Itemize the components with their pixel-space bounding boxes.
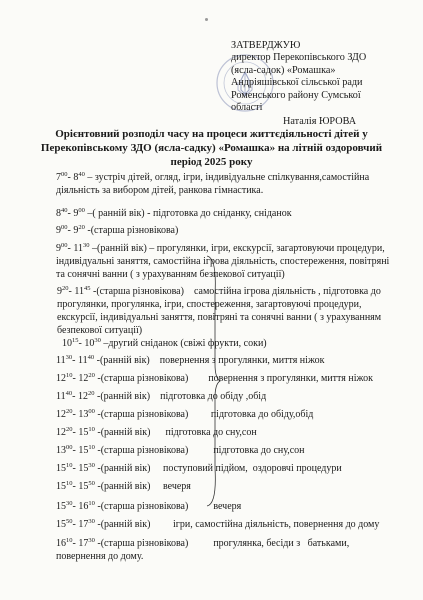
separator: - — [94, 481, 101, 492]
start-hour: 11 — [56, 391, 66, 402]
activity-text: (старша різновікова) прогулянка, бесіди з батьками, повернення до дому. — [56, 538, 352, 562]
activity-text: ( ранній вік) - підготовка до сніданку, сніданок — [92, 208, 292, 219]
start-hour: 12 — [56, 427, 66, 438]
separator: – — [100, 338, 109, 349]
end-minutes: 20 — [78, 224, 85, 231]
separator: – — [84, 208, 93, 219]
approval-line: Андріяшівської сільської ради — [231, 77, 363, 89]
start-hour: 15 — [56, 519, 66, 530]
end-hour: 15 — [78, 463, 89, 474]
start-minutes: 10 — [66, 537, 73, 544]
time-dash: - — [72, 463, 79, 474]
schedule-item — [56, 224, 178, 237]
activity-text: (старша різновікова) підготовка до сну,сон — [100, 445, 305, 456]
title-line: Перекопівському ЗДО (ясла-садку) «Ромашка» на літній оздоровчий — [40, 142, 383, 154]
separator: - — [84, 225, 91, 236]
schedule-item — [56, 408, 313, 421]
end-minutes: 10 — [88, 426, 95, 433]
time-dash: - — [72, 501, 79, 512]
approval-line: директор Перекопівського ЗДО — [231, 52, 367, 64]
activity-text: (старша різновікова) — [90, 225, 179, 236]
schedule-item — [56, 462, 342, 475]
end-hour: 12 — [78, 373, 89, 384]
end-minutes: 10 — [88, 500, 95, 507]
start-minutes: 10 — [66, 462, 73, 469]
end-hour: 15 — [78, 481, 89, 492]
end-hour: 15 — [78, 445, 89, 456]
time-dash: - — [67, 225, 74, 236]
start-hour: 12 — [56, 409, 66, 420]
time-dash: - — [68, 286, 75, 297]
time-dash: - — [72, 391, 78, 402]
end-minutes: 30 — [88, 462, 95, 469]
end-hour: 9 — [73, 208, 79, 219]
separator: - — [94, 445, 101, 456]
start-minutes: 00 — [61, 242, 68, 249]
end-minutes: 40 — [87, 354, 95, 361]
time-dash: - — [72, 445, 79, 456]
schedule-item — [56, 500, 241, 513]
activity-text: (ранній вік) ігри, самостійна діяльність, повернення до дому — [100, 519, 380, 530]
end-minutes: 30 — [88, 537, 95, 544]
start-minutes: 00 — [61, 224, 68, 231]
approval-heading: ЗАТВЕРДЖУЮ — [231, 40, 301, 51]
start-hour: 12 — [56, 373, 66, 384]
start-minutes: 30 — [65, 354, 73, 361]
schedule-item — [56, 444, 305, 457]
time-dash: - — [72, 373, 79, 384]
activity-text: (старша різновікова) самостійна ігрова діяльність , підготовка до прогулянки, прогулянка, ігри, спостереження, загартовуючі процедури, екскурсії, індивідуальні заняття, повітряні та сонячні ванни ( з урахуванням безпекової ситуації) — [57, 286, 384, 336]
end-hour: 15 — [78, 427, 89, 438]
end-hour: 17 — [78, 538, 89, 549]
activity-text: (ранній вік) підготовка до обіду ,обід — [100, 391, 267, 402]
end-hour: 13 — [78, 409, 89, 420]
start-hour: 11 — [56, 355, 66, 366]
time-dash: - — [72, 427, 79, 438]
start-hour: 9 — [57, 286, 62, 297]
activity-text: (старша різновікова) вечеря — [100, 501, 242, 512]
start-minutes: 50 — [66, 518, 73, 525]
end-hour: 8 — [73, 172, 79, 183]
activity-text: зустріч дітей, огляд, ігри, індивідуальне спілкування,самостійна діяльність за вибором дітей, ранкова гімнастика. — [56, 172, 372, 196]
start-minutes: 00 — [66, 444, 73, 451]
activity-text: (ранній вік) підготовка до сну,сон — [100, 427, 257, 438]
schedule-item — [56, 426, 257, 439]
separator: - — [94, 355, 100, 366]
start-minutes: 20 — [66, 408, 73, 415]
schedule-item — [57, 285, 389, 337]
end-hour: 12 — [77, 391, 88, 402]
end-hour: 17 — [78, 519, 89, 530]
schedule-item — [56, 354, 324, 367]
start-hour: 15 — [56, 501, 66, 512]
end-hour: 11 — [74, 286, 84, 297]
time-dash: - — [67, 243, 74, 254]
end-minutes: 45 — [83, 285, 91, 292]
end-minutes: 50 — [88, 480, 95, 487]
schedule-item — [56, 480, 191, 493]
end-hour: 11 — [73, 243, 83, 254]
end-minutes: 30 — [94, 337, 101, 344]
end-minutes: 20 — [88, 372, 95, 379]
start-hour: 15 — [56, 463, 66, 474]
start-minutes: 40 — [65, 390, 73, 397]
activity-text: (ранній вік) вечеря — [100, 481, 191, 492]
start-hour: 8 — [56, 208, 61, 219]
title-line: період 2025 року — [170, 156, 253, 168]
activity-text: другий сніданок (свіжі фрукти, соки) — [108, 338, 267, 349]
start-hour: 10 — [62, 338, 72, 349]
activity-text: (старша різновікова) підготовка до обіду,обід — [100, 409, 314, 420]
schedule-item — [56, 390, 266, 403]
time-dash: - — [67, 208, 74, 219]
start-minutes: 10 — [66, 372, 73, 379]
schedule-item — [56, 372, 373, 385]
approver-name: Наталія ЮРОВА — [283, 116, 357, 128]
start-hour: 9 — [56, 243, 61, 254]
start-hour: 7 — [56, 172, 61, 183]
schedule-item — [56, 537, 386, 563]
separator: - — [94, 373, 101, 384]
time-dash: - — [72, 409, 79, 420]
end-minutes: 30 — [82, 242, 90, 249]
end-hour: 9 — [73, 225, 79, 236]
separator: - — [94, 519, 101, 530]
separator: - — [94, 501, 101, 512]
end-minutes: 30 — [88, 518, 95, 525]
schedule-item — [62, 337, 267, 350]
separator: – — [89, 243, 97, 254]
schedule-item — [56, 171, 386, 197]
title-line: Орієнтовний розподіл часу на процеси життєдіяльності дітей у — [55, 128, 368, 140]
end-minutes: 00 — [88, 408, 95, 415]
start-minutes: 20 — [66, 426, 73, 433]
activity-text: (старша різновікова) повернення з прогулянки, миття ніжок — [100, 373, 374, 384]
separator: - — [94, 391, 101, 402]
start-hour: 9 — [56, 225, 61, 236]
end-hour: 16 — [78, 501, 89, 512]
activity-text: (ранній вік) поступовий підйом, оздоровчі процедури — [100, 463, 342, 474]
start-hour: 15 — [56, 481, 66, 492]
separator: – — [84, 172, 95, 183]
start-minutes: 00 — [61, 171, 68, 178]
end-hour: 10 — [84, 338, 95, 349]
separator: - — [94, 409, 101, 420]
start-minutes: 20 — [62, 285, 69, 292]
activity-text: (ранній вік) повернення з прогулянки, миття ніжок — [99, 355, 325, 366]
separator: - — [90, 286, 97, 297]
end-minutes: 10 — [88, 444, 95, 451]
start-minutes: 10 — [66, 480, 73, 487]
separator: - — [94, 538, 101, 549]
schedule-item — [56, 242, 391, 281]
time-dash: - — [72, 481, 79, 492]
start-hour: 13 — [56, 445, 66, 456]
start-hour: 16 — [56, 538, 66, 549]
time-dash: - — [72, 538, 79, 549]
time-dash: - — [72, 355, 78, 366]
separator: - — [94, 427, 101, 438]
start-minutes: 40 — [61, 207, 68, 214]
end-minutes: 20 — [87, 390, 95, 397]
schedule-item — [56, 518, 379, 531]
approval-line: області — [231, 102, 263, 114]
end-hour: 11 — [77, 355, 88, 366]
end-minutes: 00 — [78, 207, 85, 214]
time-dash: - — [72, 519, 79, 530]
schedule-item — [56, 207, 292, 220]
separator: - — [94, 463, 101, 474]
start-minutes: 15 — [72, 337, 79, 344]
approval-line: (ясла-садок) «Ромашка» — [231, 64, 336, 76]
end-minutes: 40 — [78, 171, 85, 178]
start-minutes: 30 — [66, 500, 73, 507]
activity-text: (ранній вік) – прогулянки, ігри, екскурсії, загартовуючи процедури, індивідуальні заняття, самостійна ігрова діяльність, спостереження, повітряні та сонячні ванни ( з урахуванням безпекової ситуації) — [56, 243, 392, 280]
time-dash: - — [78, 338, 85, 349]
approval-line: Роменського району Сумської — [231, 89, 361, 101]
time-dash: - — [67, 172, 74, 183]
